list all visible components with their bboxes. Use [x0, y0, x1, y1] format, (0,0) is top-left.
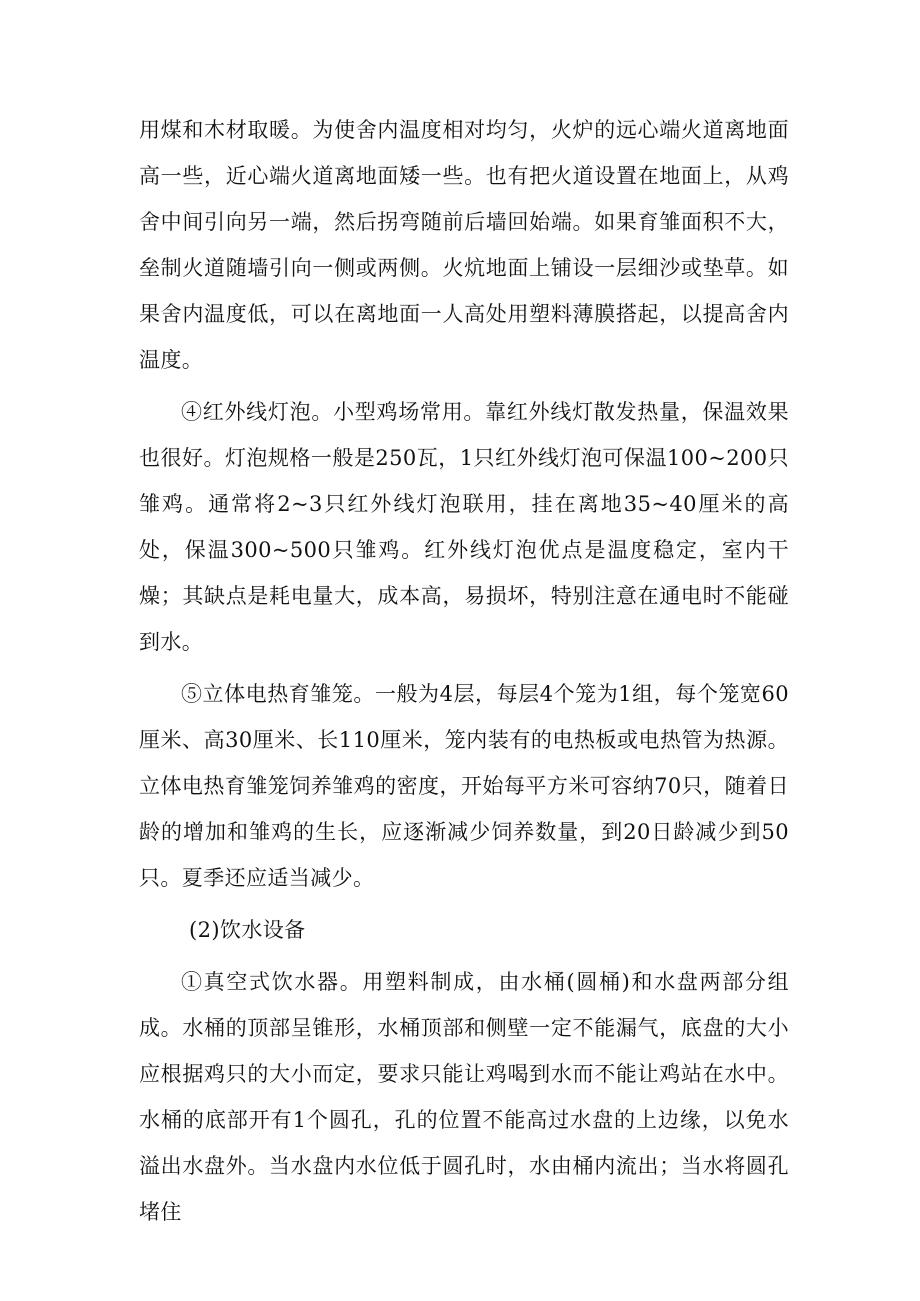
- paragraph-vacuum-drinker: ①真空式饮水器。用塑料制成，由水桶(圆桶)和水盘两部分组成。水桶的顶部呈锥形，水桶顶部和侧壁一定不能漏气，底盘的大小应根据鸡只的大小而定，要求只能让鸡喝到水而不能让鸡站在水中。水桶的底部开有1个圆孔，孔的位置不能高过水盘的上边缘，以免水溢出水盘外。当水盘内水位低于圆孔时，水由桶内流出；当水将圆孔堵住: [139, 970, 789, 1224]
- paragraph-heating-continued: 用煤和木材取暖。为使舍内温度相对均匀，火炉的远心端火道离地面高一些，近心端火道离地面矮一些。也有把火道设置在地面上，从鸡舍中间引向另一端，然后拐弯随前后墙回始端。如果育雏面积不大，垒制火道随墙引向一侧或两侧。火炕地面上铺设一层细沙或垫草。如果舍内温度低，可以在离地面一人高处用塑料薄膜搭起，以提高舍内温度。: [139, 118, 789, 372]
- paragraph-electric-brooder-cage: ⑤立体电热育雏笼。一般为4层，每层4个笼为1组，每个笼宽60厘米、高30厘米、长110厘米，笼内装有的电热板或电热管为热源。立体电热育雏笼饲养雏鸡的密度，开始每平方米可容纳70只，随着日龄的增加和雏鸡的生长，应逐渐减少饲养数量，到20日龄减少到50只。夏季还应适当减少。: [139, 682, 789, 890]
- paragraph-infrared-bulb: ④红外线灯泡。小型鸡场常用。靠红外线灯散发热量，保温效果也很好。灯泡规格一般是250瓦，1只红外线灯泡可保温100~200只雏鸡。通常将2~3只红外线灯泡联用，挂在离地35~40厘米的高处，保温300~500只雏鸡。红外线灯泡优点是温度稳定，室内干燥；其缺点是耗电量大，成本高，易损坏，特别注意在通电时不能碰到水。: [139, 400, 789, 654]
- document-page: [139, 107, 789, 1235]
- section-heading-water-equipment: (2)饮水设备: [189, 918, 306, 942]
